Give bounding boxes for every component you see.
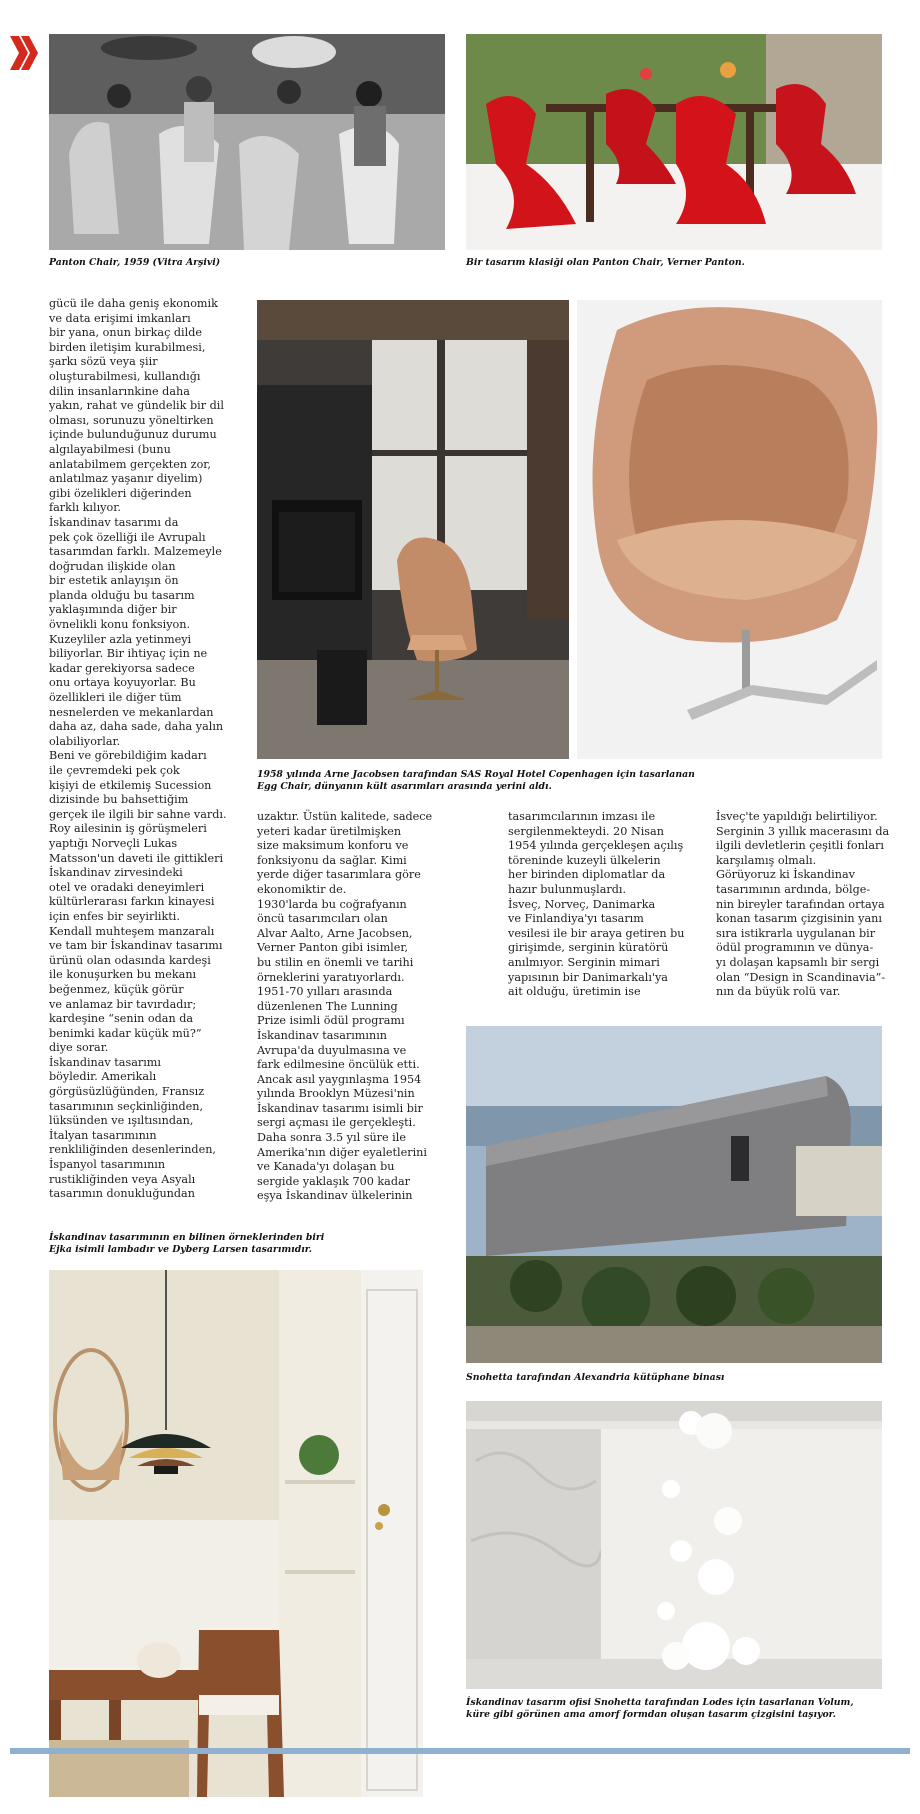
alexandria-library-photo (466, 1026, 882, 1363)
chevron-right-icon (10, 36, 38, 70)
article-column-1: gücü ile daha geniş ekonomik ve data erişimi imkanları bir yana, onun birkaç dilde birden iletişim kurabilmesi, şarkı sözü veya şiir oluşturabilmesi, kullandığı dilin insanlarınkine daha yakın, rahat ve gündelik bir dil olması, sorunuzu yöneltirken içinde bulunduğunuz durumu algılayabilmesi (bunu anlatabilmem gerçekten zor, anlatılmaz yaşanır diyelim) gibi özelikleri diğerinden farklı kılıyor. İskandinav tasarımı da pek çok özelliği ile Avrupalı tasarımdan farklı. Malzemeyle doğrudan ilişkide olan bir estetik anlayışın ön planda olduğu bu tasarım yaklaşımında diğer bir övnelikli konu fonksiyon. Kuzeyliler azla yetinmeyi biliyorlar. Bir ihtiyaç için ne kadar gerekiyorsa sadece onu ortaya koyuyorlar. Bu özellikleri ile diğer tüm nesnelerden ve mekanlardan daha az, daha sade, daha yalın olabiliyorlar. Beni ve görebildiğim kadarı ile çevremdeki pek çok kişiyi de etkilemiş Sucession dizisinde bu bahsettiğim gerçek ile ilgili bir sahne vardı. Roy ailesinin iş görüşmeleri yaptığı Norveçli Lukas Matsson'un daveti ile gittikleri İskandinav zirvesindeki otel ve oradaki deneyimleri kültürlerarası farkın kinayesi için enfes bir seyirlikti. Kendall muhteşem manzaralı ve tam bir İskandinav tasarımı ürünü olan odasında kardeşi ile konuşurken bu mekanı beğenmez, küçük görür ve anlamaz bir tavırdadır; kardeşine “senin odan da benimki kadar küçük mü?” diye sorar. İskandinav tasarımı böyledir. Amerikalı görgüsüzlüğünden, Fransız tasarımının seçkinliğinden, lüksünden ve ışıltısından, İtalyan tasarımının renkliliğinden desenlerinden, İspanyol tasarımının rustikliğinden veya Asyalı tasarımın donukluğundan (49, 297, 227, 1201)
panton-red-caption: Bir tasarım klasiği olan Panton Chair, Verner Panton. (466, 257, 745, 268)
article-column-3: tasarımcılarının imzası ile sergilenmekteydi. 20 Nisan 1954 yılında gerçekleşen açılış töreninde kuzeyli ülkelerin her birinden diplomatlar da hazır bulunmuşlardı. İsveç, Norveç, Danimarka ve Finlandiya'yı tasarım vesilesi ile bir araya getiren bu girişimde, serginin küratörü anılmıyor. Serginin mimari yapısının bir Danimarkalı'ya ait olduğu, üretimin ise (508, 810, 685, 999)
panton-bw-caption: Panton Chair, 1959 (Vitra Arşivi) (49, 257, 221, 268)
panton-chair-bw-photo (49, 34, 445, 250)
egg-chair-closeup-photo (577, 300, 882, 759)
article-column-4: İsveç'te yapıldığı belirtiliyor. Serginin 3 yıllık macerasını da ilgili devletlerin çeşitli fonları karşılamış olmalı. Görüyoruz ki İskandinav tasarımının ardında, bölge- nin bireyler tarafından ortaya konan tasarım çizgisinin yanı sıra istikrarla uygulanan bir ödül programının ve dünya- yı dolaşan kapsamlı bir sergi olan “Design in Scandinavia”- nın da büyük rolü var. (716, 810, 890, 999)
volum-caption: İskandinav tasarım ofisi Snohetta tarafından Lodes için tasarlanan Volum, küre gibi görünen ama amorf formdan oluşan tasarım çizgisini taşıyor. (466, 1697, 854, 1720)
egg-chair-caption: 1958 yılında Arne Jacobsen tarafından SAS Royal Hotel Copenhagen için tasarlanan Egg Chair, dünyanın kült asarımları arasında yerini aldı. (257, 769, 695, 792)
pendant-lamp-interior-photo (49, 1270, 423, 1797)
lamp-caption: İskandinav tasarımının en bilinen örneklerinden biri Ejka isimli lambadır ve Dyberg Larsen tasarımıdır. (49, 1232, 325, 1255)
article-column-2: uzaktır. Üstün kalitede, sadece yeteri kadar üretilmişken size maksimum konforu ve fonksiyonu da sağlar. Kimi yerde diğer tasarımlara göre ekonomiktir de. 1930'larda bu coğrafyanın öncü tasarımcıları olan Alvar Aalto, Arne Jacobsen, Verner Panton gibi isimler, bu stilin en önemli ve tarihi örneklerini yaratıyorlardı. 1951-70 yılları arasında düzenlenen The Lunning Prize isimli ödül programı İskandinav tasarımının Avrupa'da duyulmasına ve fark edilmesine öncülük etti. Ancak asıl yaygınlaşma 1954 yılında Brooklyn Müzesi'nin İskandinav tasarımı isimli bir sergi açması ile gerçekleşti. Daha sonra 3.5 yıl süre ile Amerika'nın diğer eyaletlerini ve Kanada'yı dolaşan bu sergide yaklaşık 700 kadar eşya İskandinav ülkelerinin (257, 810, 433, 1203)
alexandria-caption: Snohetta tarafından Alexandria kütüphane binası (466, 1372, 725, 1383)
volum-lamps-photo (466, 1401, 882, 1689)
bottom-divider (10, 1748, 910, 1754)
panton-chair-red-photo (466, 34, 882, 250)
egg-chair-interior-photo (257, 300, 569, 759)
